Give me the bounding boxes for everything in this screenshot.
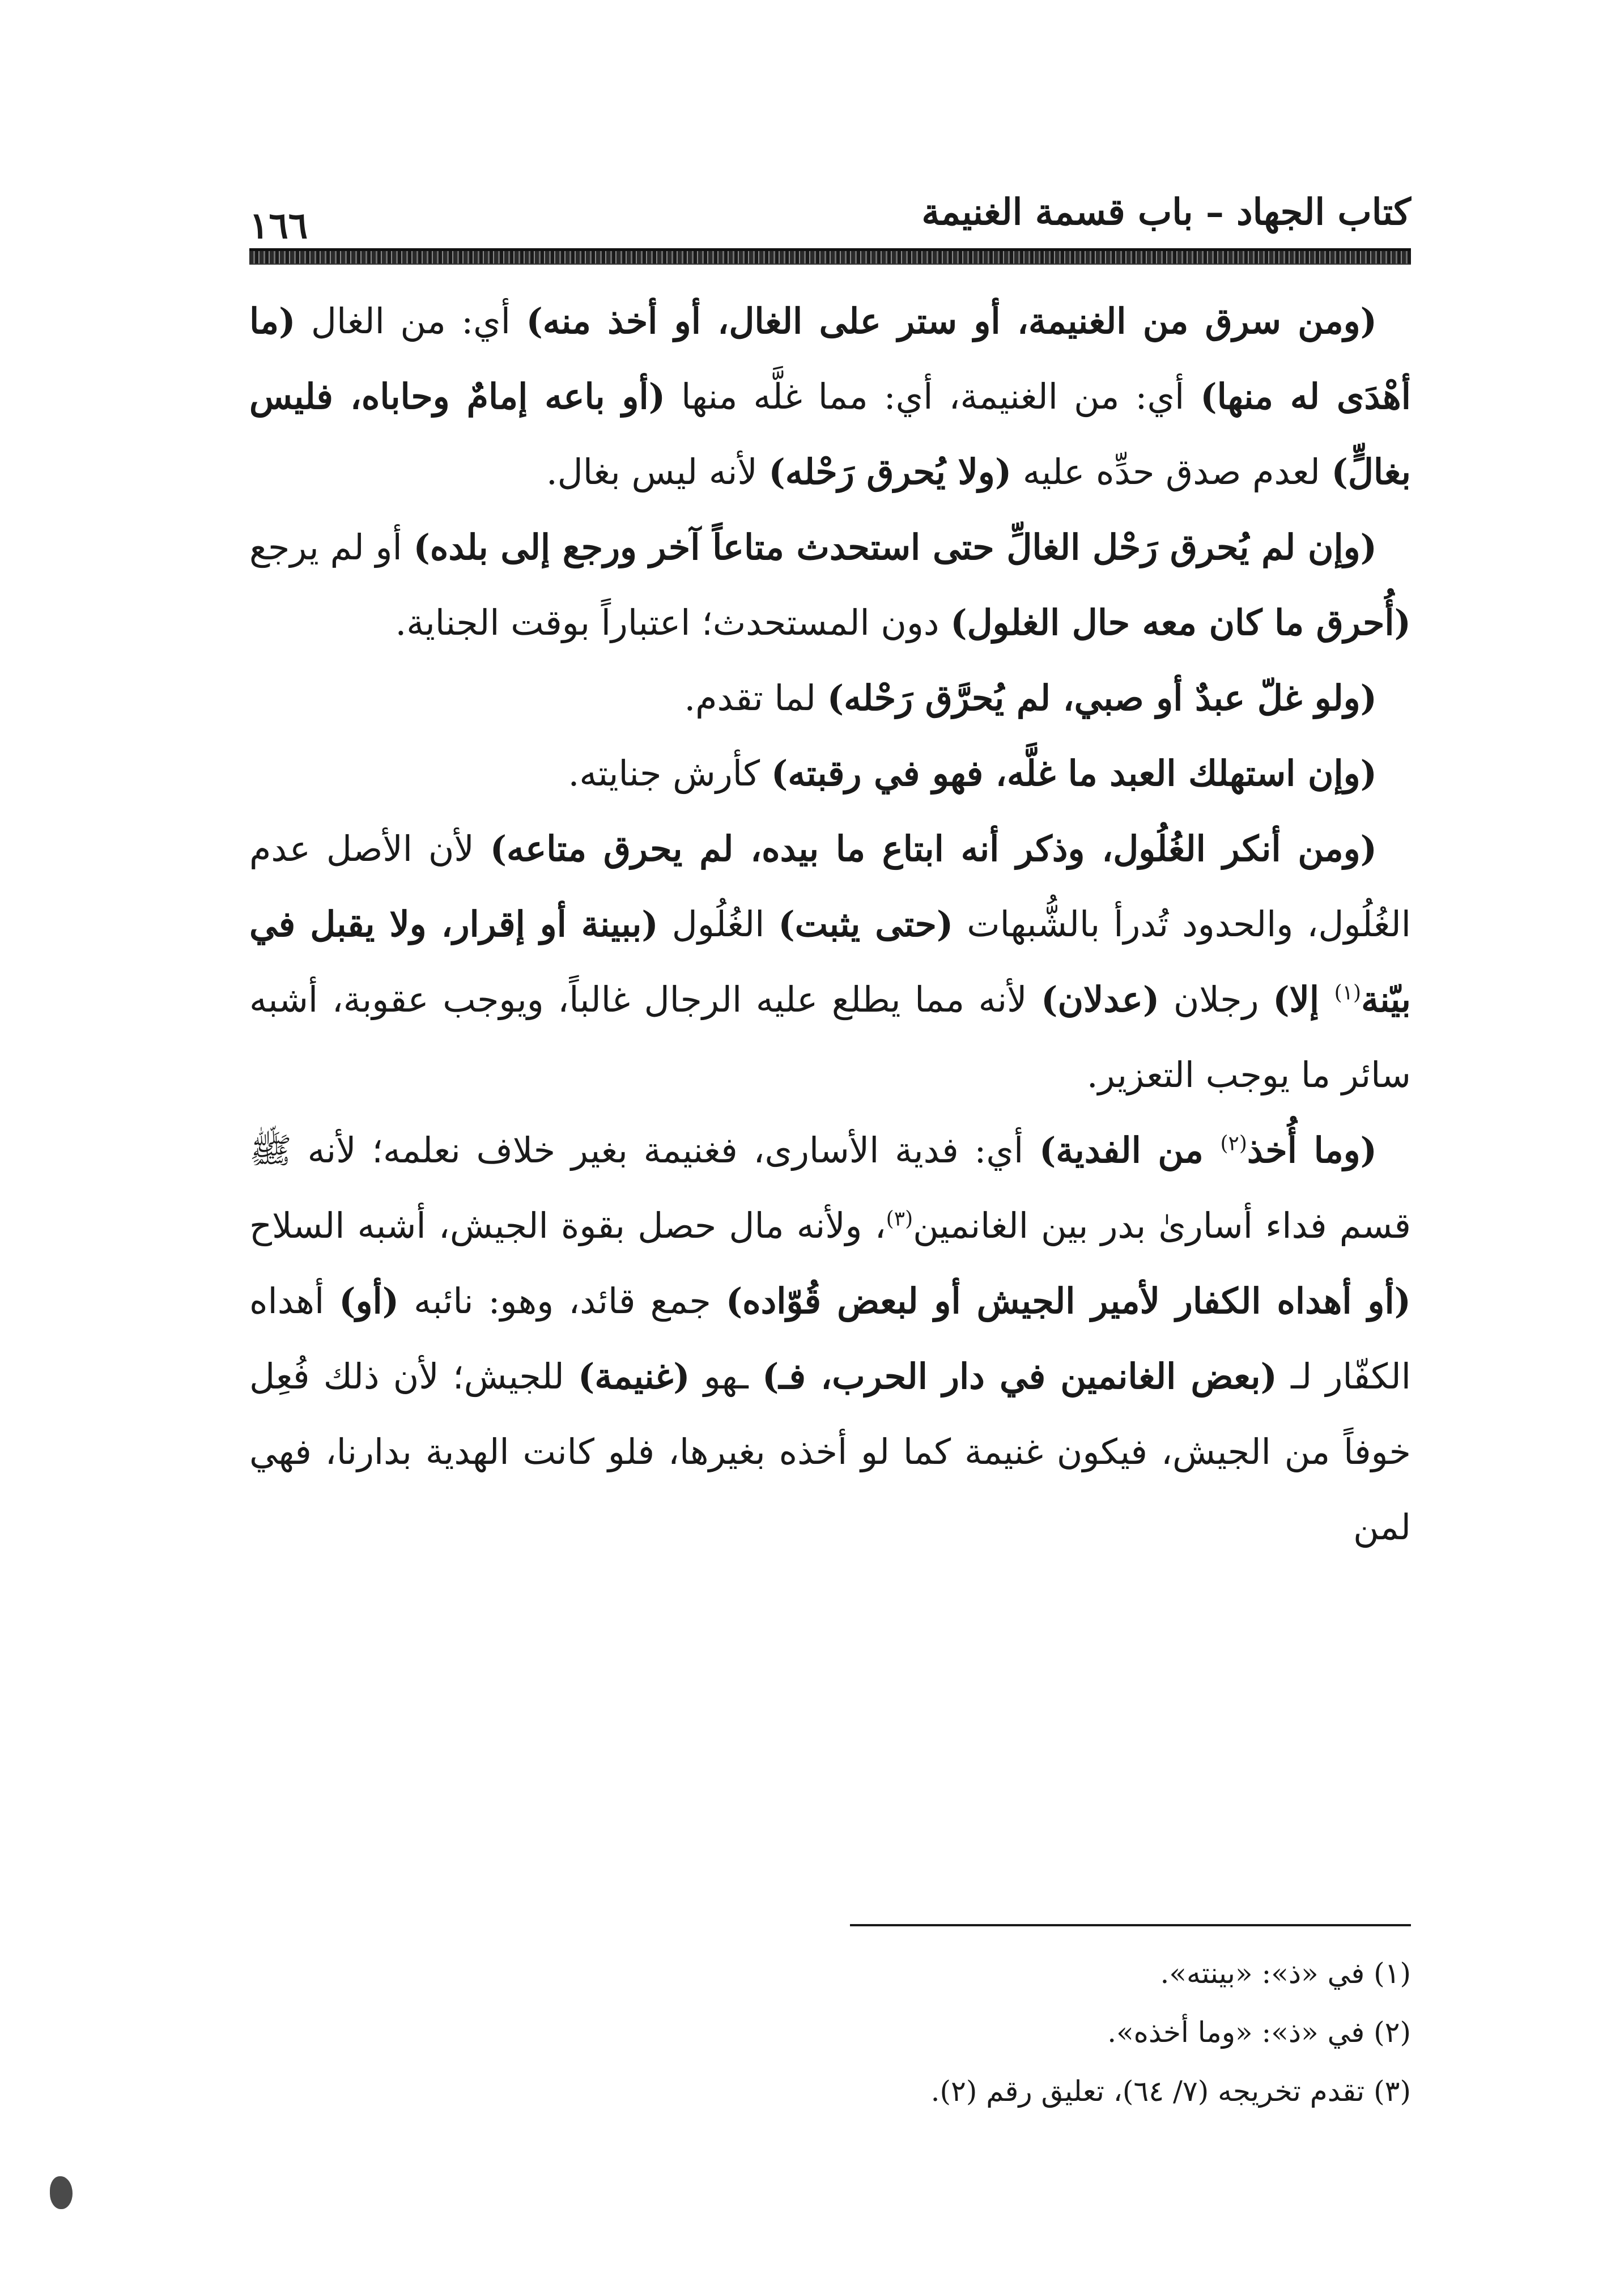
matn-text: (بعض الغانمين في دار الحرب، فـ) [762, 1356, 1277, 1397]
matn-text: (غنيمة) [578, 1356, 690, 1397]
sharh-text: أهداه الكفّار لـ [249, 1280, 1412, 1397]
page-number: ١٦٦ [249, 205, 308, 247]
sharh-text: الغُلُول [658, 903, 779, 945]
matn-text: (ببينة أو إقرار، ولا يقبل في بيّنة [249, 903, 1411, 1020]
footnote-rule [850, 1924, 1411, 1926]
sharh-text: أي: فدية الأسارى، فغنيمة بغير خلاف نعلمه؛ لأنه ﷺ قسم فداء أسارىٰ بدر بين الغانمين [249, 1129, 1411, 1246]
running-title: كتاب الجهاد – باب قسمة الغنيمة [921, 191, 1411, 233]
matn-text: (ولا يُحرق رَحْله) [768, 451, 1012, 492]
footnote-marker[interactable]: (٢) [1220, 1132, 1247, 1156]
matn-text: (ومن أنكر الغُلُول، وذكر أنه ابتاع ما بيده، لم يحرق متاعه) [490, 828, 1378, 869]
scan-blot [50, 2176, 73, 2209]
paragraph [249, 509, 1411, 660]
matn-text: (أو) [339, 1280, 399, 1322]
sharh-text: ، ولأنه مال حصل بقوة الجيش، أشبه السلاح [249, 1205, 886, 1246]
matn-text: (أُحرق ما كان معه حال الغلول) [950, 602, 1411, 643]
paragraph [249, 811, 1411, 1112]
body-text [249, 283, 1411, 1870]
sharh-text: أو لم يرجع [249, 526, 414, 568]
paragraph [249, 283, 1411, 509]
matn-text: (حتى يثبت) [778, 903, 954, 945]
sharh-text: لعدم صدق حدِّه عليه [1011, 451, 1332, 492]
sharh-text: لأنه مما يطلع عليه الرجال غالباً، ويوجب عقوبة، أشبه سائر ما يوجب التعزير. [249, 979, 1411, 1095]
sharh-text: رجلان [1159, 979, 1273, 1020]
sharh-text: كأرش جنايته. [568, 753, 771, 794]
sharh-text: أي: من الغنيمة، أي: مما غلَّه منها [665, 376, 1201, 417]
footnotes [221, 1944, 1411, 2121]
matn-text: (أو باعه إمامٌ وحاباه، فليس بغالٍّ) [249, 376, 1411, 492]
paragraph [249, 1112, 1411, 1565]
footnote-1: (١) في «ذ»: «بينته». [1160, 1957, 1411, 1990]
matn-text: (أو أهداه الكفار لأمير الجيش أو لبعض قُوّاده) [725, 1280, 1412, 1322]
sharh-text: ـهو [690, 1356, 762, 1397]
matn-text: (عدلان) [1041, 979, 1160, 1020]
footnote-3: (٣) تقدم تخريجه (٧/ ٦٤)، تعليق رقم (٢). [930, 2075, 1411, 2108]
matn-text: (وإن لم يُحرق رَحْل الغالِّ حتى استحدث متاعاً آخر ورجع إلى بلده) [413, 526, 1377, 568]
matn-text: (وإن استهلك العبد ما غلَّه، فهو في رقبته) [771, 753, 1377, 794]
sharh-text: لما تقدم. [684, 677, 827, 719]
sharh-text: لأن الأصل عدم الغُلُول، والحدود تُدرأ بالشُّبهات [249, 828, 1412, 945]
header-rule [249, 248, 1411, 265]
sharh-text: دون المستحدث؛ اعتباراً بوقت الجناية. [395, 602, 951, 643]
footnote-marker[interactable]: (١) [1334, 981, 1362, 1005]
matn-text: (وما أُخذ [1247, 1129, 1377, 1171]
matn-text: إلا) [1273, 979, 1334, 1020]
matn-text: (ومن سرق من الغنيمة، أو ستر على الغال، أو أخذ منه) [526, 300, 1377, 342]
sharh-text: جمع قائد، وهو: نائبه [399, 1280, 726, 1322]
matn-text: (ما أهْدَى له منها) [249, 300, 1411, 417]
paragraph [249, 660, 1411, 736]
footnote-marker[interactable]: (٣) [886, 1207, 913, 1231]
footnote-2: (٢) في «ذ»: «وما أخذه». [1107, 2016, 1411, 2049]
matn-text: من الفدية) [1039, 1129, 1221, 1171]
sharh-text: أي: من الغال [295, 300, 526, 342]
sharh-text: لأنه ليس بغال. [546, 451, 769, 492]
matn-text: (ولو غلّ عبدٌ أو صبي، لم يُحرَّق رَحْله) [827, 677, 1377, 719]
sharh-text: للجيش؛ لأن ذلك فُعِل خوفاً من الجيش، فيكون غنيمة كما لو أخذه بغيرها، فلو كانت الهدية بدارنا، فهي لمن [249, 1356, 1411, 1548]
paragraph [249, 736, 1411, 811]
